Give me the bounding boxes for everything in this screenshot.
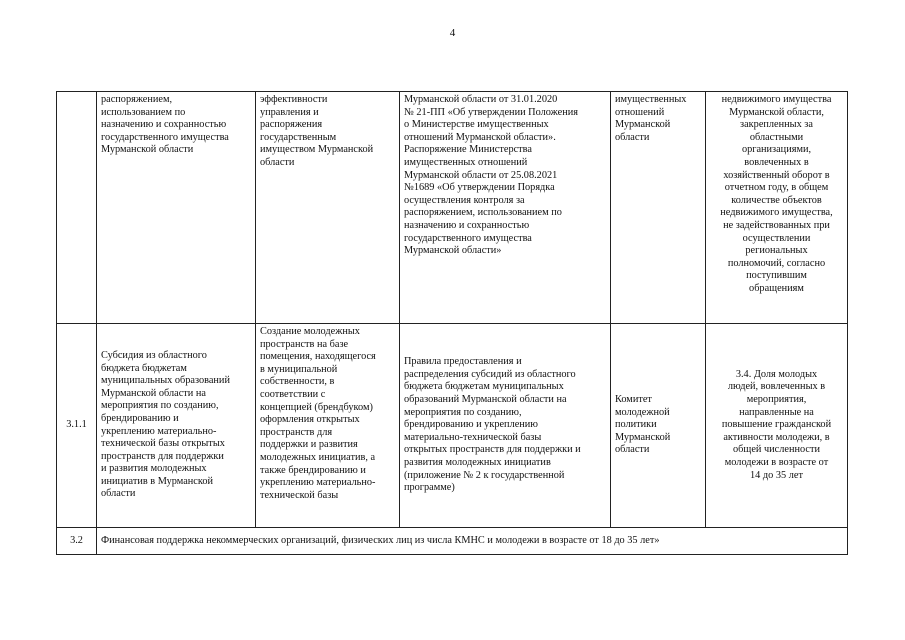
row-number-cell: 3.2 <box>57 528 97 555</box>
program-table <box>56 91 848 555</box>
expected-result-cell: эффективности управления и распоряжения государственным имуществом Мурманской области <box>256 92 400 324</box>
table-row <box>57 324 848 528</box>
legal-basis-cell: Правила предоставления и распределения субсидий из областного бюджета бюджетам муниципальных образований Мурманской области на мероприятия по созданию, брендированию и укреплению материально-технической базы открытых пространств для поддержки и развития молодежных инициатив (приложение № 2 к государственной программе) <box>400 324 611 528</box>
executor-cell: имущественных отношений Мурманской области <box>611 92 706 324</box>
measure-name-cell: распоряжением, использованием по назначению и сохранностью государственного имущества Мурманской области <box>97 92 256 324</box>
measure-name-cell: Субсидия из областного бюджета бюджетам муниципальных образований Мурманской области на мероприятия по созданию, брендированию и укреплению материально- технической базы открытых пространств для поддержки и развития молодежных инициатив в Мурманской области <box>97 324 256 528</box>
legal-basis-cell: Мурманской области от 31.01.2020 № 21-ПП «Об утверждении Положения о Министерстве имущественных отношений Мурманской области». Распоряжение Министерства имущественных отношений Мурманской области от 25.08.2021 №1689 «Об утверждении Порядка осуществления контроля за распоряжением, использованием по назначению и сохранностью государственного имущества Мурманской области» <box>400 92 611 324</box>
row-number-cell <box>57 92 97 324</box>
page-number: 4 <box>449 27 456 39</box>
expected-result-cell: Создание молодежных пространств на базе помещения, находящегося в муниципальной собственности, в соответствии с концепцией (брендбуком) оформления открытых пространств для поддержки и развития молодежных инициатив, а также брендированию и укреплению материально- технической базы <box>256 324 400 528</box>
indicator-cell: 3.4. Доля молодых людей, вовлеченных в мероприятия, направленные на повышение гражданской активности молодежи, в общей численности молодежи в возрасте от 14 до 35 лет <box>706 324 848 528</box>
table-row <box>57 528 848 555</box>
summary-cell: Финансовая поддержка некоммерческих организаций, физических лиц из числа КМНС и молодежи в возрасте от 18 до 35 лет» <box>97 528 848 555</box>
row-number-cell: 3.1.1 <box>57 324 97 528</box>
executor-cell: Комитет молодежной политики Мурманской области <box>611 324 706 528</box>
table-row <box>57 92 848 324</box>
indicator-cell: недвижимого имущества Мурманской области, закрепленных за областными организациями, вовлеченных в хозяйственный оборот в отчетном году, в общем количестве объектов недвижимого имущества, не задействованных при осуществлении региональных полномочий, согласно поступившим обращениям <box>706 92 848 324</box>
